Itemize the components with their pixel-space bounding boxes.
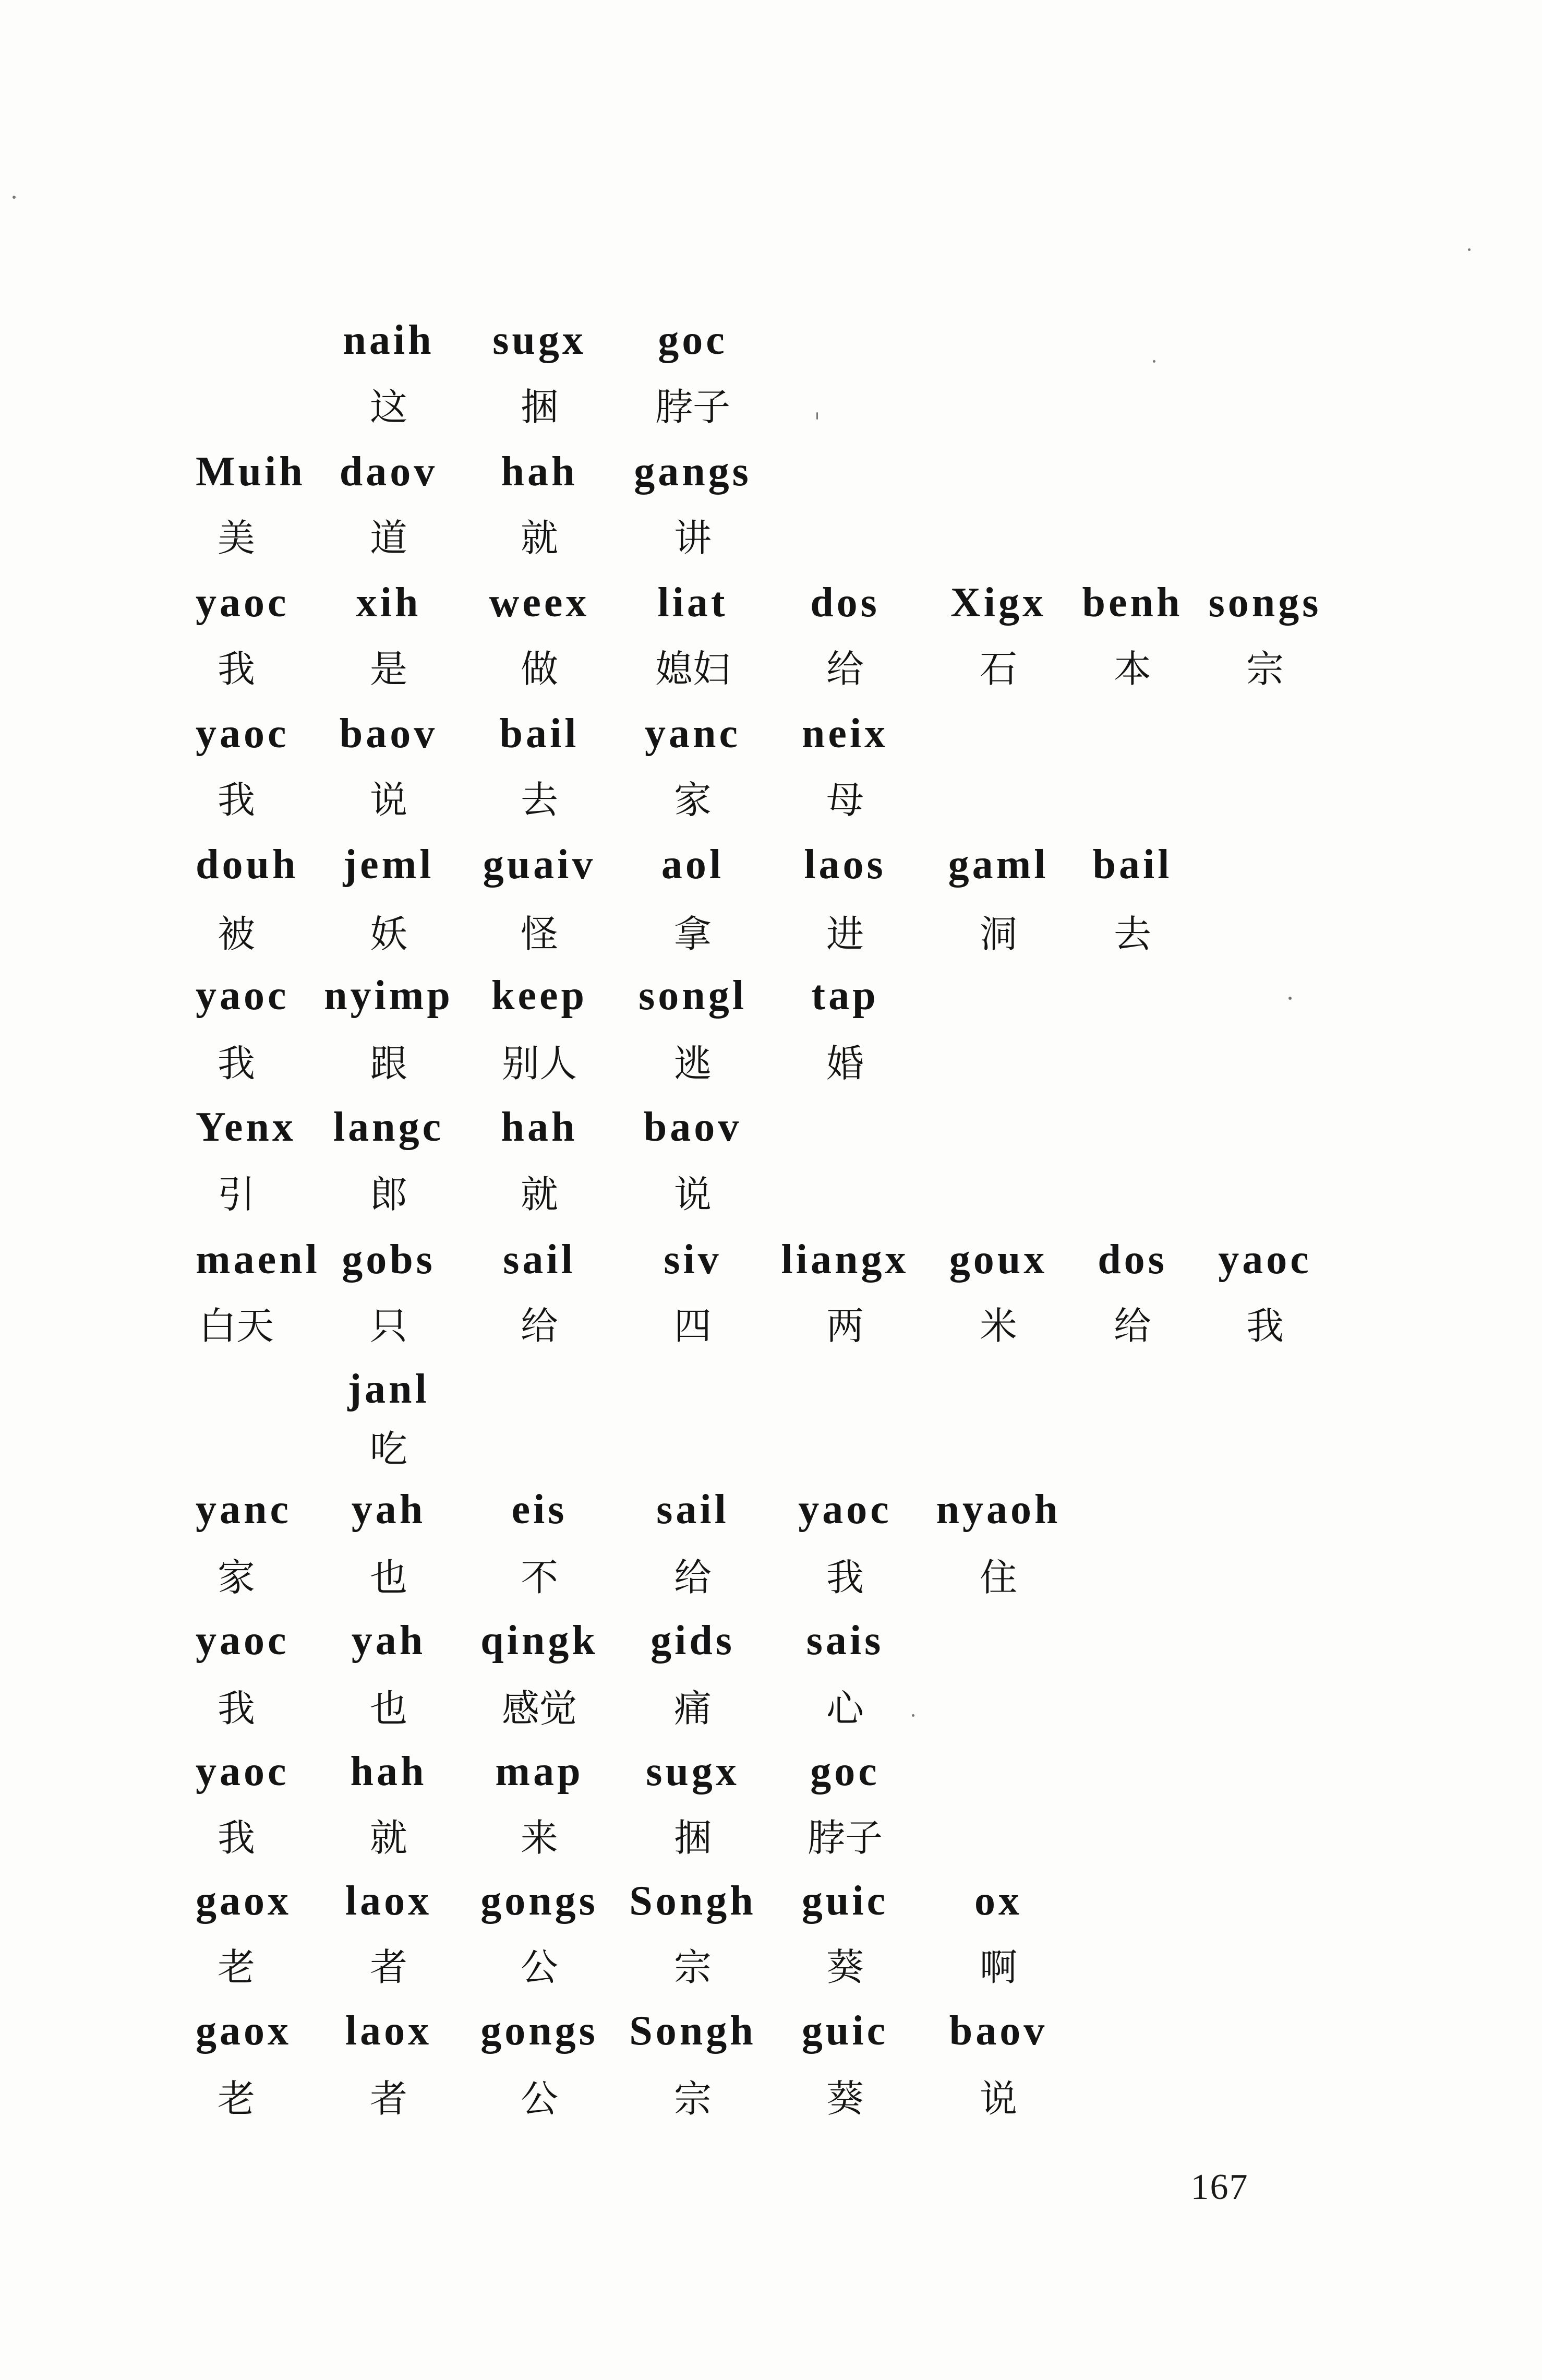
romanized-word: sail: [503, 1237, 576, 1283]
chinese-gloss-word: 郎: [369, 1173, 407, 1216]
chinese-gloss-word: 啊: [979, 1945, 1017, 1989]
romanized-word: sail: [656, 1487, 729, 1533]
chinese-gloss-line: [0, 1423, 1542, 1475]
chinese-gloss-line: [0, 1037, 1542, 1090]
chinese-gloss-line: [0, 381, 1542, 433]
chinese-gloss-word: 跟: [369, 1042, 407, 1085]
chinese-gloss-word: 婚: [826, 1042, 864, 1085]
romanized-word: yaoc: [1218, 1237, 1312, 1283]
romanized-word: guic: [801, 2008, 889, 2054]
romanized-word: douh: [196, 842, 299, 888]
romanized-word: yanc: [196, 1487, 292, 1533]
romanized-word: sugx: [492, 317, 586, 363]
romanized-word: laos: [804, 842, 886, 888]
romanized-word: neix: [801, 711, 889, 757]
chinese-gloss-word: 痛: [673, 1687, 712, 1730]
romanized-word: Xigx: [950, 580, 1046, 626]
romanized-word: jeml: [343, 842, 435, 888]
chinese-gloss-word: 说: [369, 778, 407, 822]
chinese-gloss-word: 进: [826, 912, 864, 956]
chinese-gloss-word: 我: [1246, 1304, 1284, 1348]
chinese-gloss-word: 我: [217, 778, 255, 822]
page-number: 167: [1190, 2167, 1249, 2207]
romanized-word: bail: [1092, 842, 1173, 888]
chinese-gloss-word: 去: [520, 778, 558, 822]
chinese-gloss-word: 石: [979, 647, 1017, 691]
romanized-word: hah: [350, 1749, 427, 1795]
chinese-gloss-word: 道: [369, 516, 407, 560]
romanized-word: Yenx: [196, 1104, 296, 1150]
romanized-line: [0, 1101, 1542, 1153]
chinese-gloss-word: 怪: [520, 912, 558, 956]
chinese-gloss-word: 别人: [501, 1042, 577, 1085]
romanized-word: gongs: [480, 1878, 598, 1924]
romanized-word: gaml: [948, 842, 1049, 888]
romanized-word: weex: [489, 580, 590, 626]
chinese-gloss-word: 洞: [979, 912, 1017, 956]
chinese-gloss-word: 葵: [826, 1945, 864, 1989]
romanized-word: langc: [333, 1104, 444, 1150]
romanized-word: nyimp: [324, 973, 453, 1019]
chinese-gloss-word: 给: [1113, 1304, 1151, 1348]
romanized-word: qingk: [480, 1618, 598, 1664]
chinese-gloss-word: 吃: [369, 1427, 407, 1471]
romanized-word: baov: [339, 711, 438, 757]
chinese-gloss-word: 脖子: [807, 1816, 883, 1860]
romanized-word: gobs: [342, 1237, 436, 1283]
romanized-line: [0, 1484, 1542, 1536]
romanized-word: yaoc: [196, 580, 290, 626]
chinese-gloss-word: 逃: [673, 1042, 712, 1085]
chinese-gloss-word: 白天: [198, 1304, 274, 1348]
chinese-gloss-word: 就: [520, 1173, 558, 1216]
romanized-word: aol: [661, 842, 725, 888]
chinese-gloss-word: 公: [520, 1945, 558, 1989]
chinese-gloss-word: 捆: [520, 385, 558, 429]
chinese-gloss-word: 我: [826, 1556, 864, 1599]
romanized-line: [0, 577, 1542, 629]
chinese-gloss-line: [0, 512, 1542, 564]
chinese-gloss-word: 捆: [673, 1816, 712, 1860]
romanized-word: keep: [491, 973, 587, 1019]
romanized-word: liat: [657, 580, 728, 626]
romanized-word: gangs: [634, 449, 752, 495]
romanized-word: gongs: [480, 2008, 598, 2054]
scan-speck: [1468, 248, 1471, 251]
romanized-word: xih: [356, 580, 421, 626]
chinese-gloss-line: [0, 643, 1542, 695]
chinese-gloss-word: 只: [369, 1304, 407, 1348]
scan-speck: [13, 196, 16, 199]
romanized-line: [0, 1234, 1542, 1286]
chinese-gloss-word: 我: [217, 1816, 255, 1860]
romanized-line: [0, 839, 1542, 891]
chinese-gloss-line: [0, 1682, 1542, 1735]
romanized-line: [0, 314, 1542, 366]
romanized-line: [0, 1745, 1542, 1798]
chinese-gloss-word: 被: [217, 912, 255, 956]
romanized-word: siv: [664, 1237, 722, 1283]
chinese-gloss-word: 讲: [673, 516, 712, 560]
chinese-gloss-word: 妖: [369, 912, 407, 956]
romanized-word: guic: [801, 1878, 889, 1924]
chinese-gloss-word: 就: [369, 1816, 407, 1860]
romanized-line: [0, 1363, 1542, 1415]
romanized-word: ox: [974, 1878, 1022, 1924]
romanized-line: [0, 2005, 1542, 2057]
romanized-word: yah: [351, 1618, 426, 1664]
romanized-word: Songh: [629, 2008, 756, 2054]
chinese-gloss-word: 米: [979, 1304, 1017, 1348]
romanized-word: liangx: [781, 1237, 909, 1283]
chinese-gloss-word: 做: [520, 647, 558, 691]
chinese-gloss-line: [0, 774, 1542, 826]
romanized-word: dos: [810, 580, 880, 626]
chinese-gloss-word: 者: [369, 2077, 407, 2121]
romanized-word: tap: [811, 973, 879, 1019]
romanized-word: yanc: [645, 711, 741, 757]
chinese-gloss-line: [0, 2073, 1542, 2125]
chinese-gloss-line: [0, 1551, 1542, 1604]
chinese-gloss-word: 脖子: [655, 385, 730, 429]
romanized-word: gaox: [196, 2008, 292, 2054]
chinese-gloss-word: 来: [520, 1816, 558, 1860]
romanized-word: sais: [806, 1618, 884, 1664]
chinese-gloss-word: 心: [826, 1687, 864, 1730]
chinese-gloss-word: 给: [826, 647, 864, 691]
romanized-word: songs: [1208, 580, 1322, 626]
chinese-gloss-line: [0, 1812, 1542, 1864]
chinese-gloss-line: [0, 1300, 1542, 1352]
romanized-word: nyaoh: [936, 1487, 1061, 1533]
romanized-line: [0, 708, 1542, 760]
romanized-line: [0, 446, 1542, 498]
romanized-word: laox: [345, 2008, 432, 2054]
romanized-word: yaoc: [196, 973, 290, 1019]
romanized-word: yah: [351, 1487, 426, 1533]
romanized-word: baov: [949, 2008, 1048, 2054]
chinese-gloss-word: 老: [217, 1945, 255, 1989]
chinese-gloss-line: [0, 1168, 1542, 1221]
chinese-gloss-word: 宗: [673, 1945, 712, 1989]
romanized-word: goux: [949, 1237, 1048, 1283]
romanized-word: yaoc: [196, 711, 290, 757]
chinese-gloss-word: 就: [520, 516, 558, 560]
romanized-word: dos: [1098, 1237, 1167, 1283]
chinese-gloss-word: 葵: [826, 2077, 864, 2121]
chinese-gloss-word: 给: [673, 1556, 712, 1599]
chinese-gloss-word: 家: [673, 778, 712, 822]
chinese-gloss-word: 母: [826, 778, 864, 822]
chinese-gloss-word: 住: [979, 1556, 1017, 1599]
chinese-gloss-word: 我: [217, 647, 255, 691]
chinese-gloss-word: 也: [369, 1556, 407, 1599]
romanized-word: hah: [501, 449, 578, 495]
chinese-gloss-word: 去: [1113, 912, 1151, 956]
chinese-gloss-word: 这: [369, 385, 407, 429]
chinese-gloss-word: 说: [979, 2077, 1017, 2121]
chinese-gloss-word: 老: [217, 2077, 255, 2121]
chinese-gloss-word: 美: [217, 516, 255, 560]
romanized-word: goc: [658, 317, 728, 363]
chinese-gloss-word: 感觉: [501, 1687, 577, 1730]
chinese-gloss-word: 是: [369, 647, 407, 691]
romanized-line: [0, 970, 1542, 1022]
romanized-word: daov: [339, 449, 438, 495]
chinese-gloss-word: 也: [369, 1687, 407, 1730]
chinese-gloss-word: 拿: [673, 912, 712, 956]
romanized-word: Songh: [629, 1878, 756, 1924]
romanized-word: yaoc: [196, 1749, 290, 1795]
chinese-gloss-word: 家: [217, 1556, 255, 1599]
chinese-gloss-word: 我: [217, 1042, 255, 1085]
chinese-gloss-word: 给: [520, 1304, 558, 1348]
romanized-word: songl: [639, 973, 747, 1019]
chinese-gloss-word: 媳妇: [655, 647, 730, 691]
chinese-gloss-word: 不: [520, 1556, 558, 1599]
chinese-gloss-word: 宗: [673, 2077, 712, 2121]
romanized-word: gids: [650, 1618, 735, 1664]
chinese-gloss-word: 引: [217, 1173, 255, 1216]
romanized-word: goc: [810, 1749, 880, 1795]
chinese-gloss-word: 四: [673, 1304, 712, 1348]
romanized-word: gaox: [196, 1878, 292, 1924]
romanized-word: hah: [501, 1104, 578, 1150]
romanized-word: benh: [1082, 580, 1183, 626]
chinese-gloss-word: 宗: [1246, 647, 1284, 691]
chinese-gloss-line: [0, 908, 1542, 960]
chinese-gloss-line: [0, 1941, 1542, 1993]
chinese-gloss-word: 者: [369, 1945, 407, 1989]
romanized-word: maenl: [196, 1237, 320, 1283]
romanized-word: baov: [643, 1104, 742, 1150]
romanized-line: [0, 1614, 1542, 1667]
romanized-word: bail: [499, 711, 580, 757]
chinese-gloss-word: 本: [1113, 647, 1151, 691]
romanized-word: sugx: [646, 1749, 740, 1795]
chinese-gloss-word: 两: [826, 1304, 864, 1348]
romanized-word: yaoc: [196, 1618, 290, 1664]
romanized-line: [0, 1875, 1542, 1927]
romanized-word: guaiv: [483, 842, 596, 888]
chinese-gloss-word: 我: [217, 1687, 255, 1730]
romanized-word: laox: [345, 1878, 432, 1924]
chinese-gloss-word: 公: [520, 2077, 558, 2121]
romanized-word: Muih: [196, 449, 306, 495]
romanized-word: eis: [511, 1487, 568, 1533]
romanized-word: janl: [347, 1366, 430, 1412]
romanized-word: naih: [343, 317, 435, 363]
romanized-word: map: [495, 1749, 584, 1795]
romanized-word: yaoc: [798, 1487, 892, 1533]
chinese-gloss-word: 说: [673, 1173, 712, 1216]
